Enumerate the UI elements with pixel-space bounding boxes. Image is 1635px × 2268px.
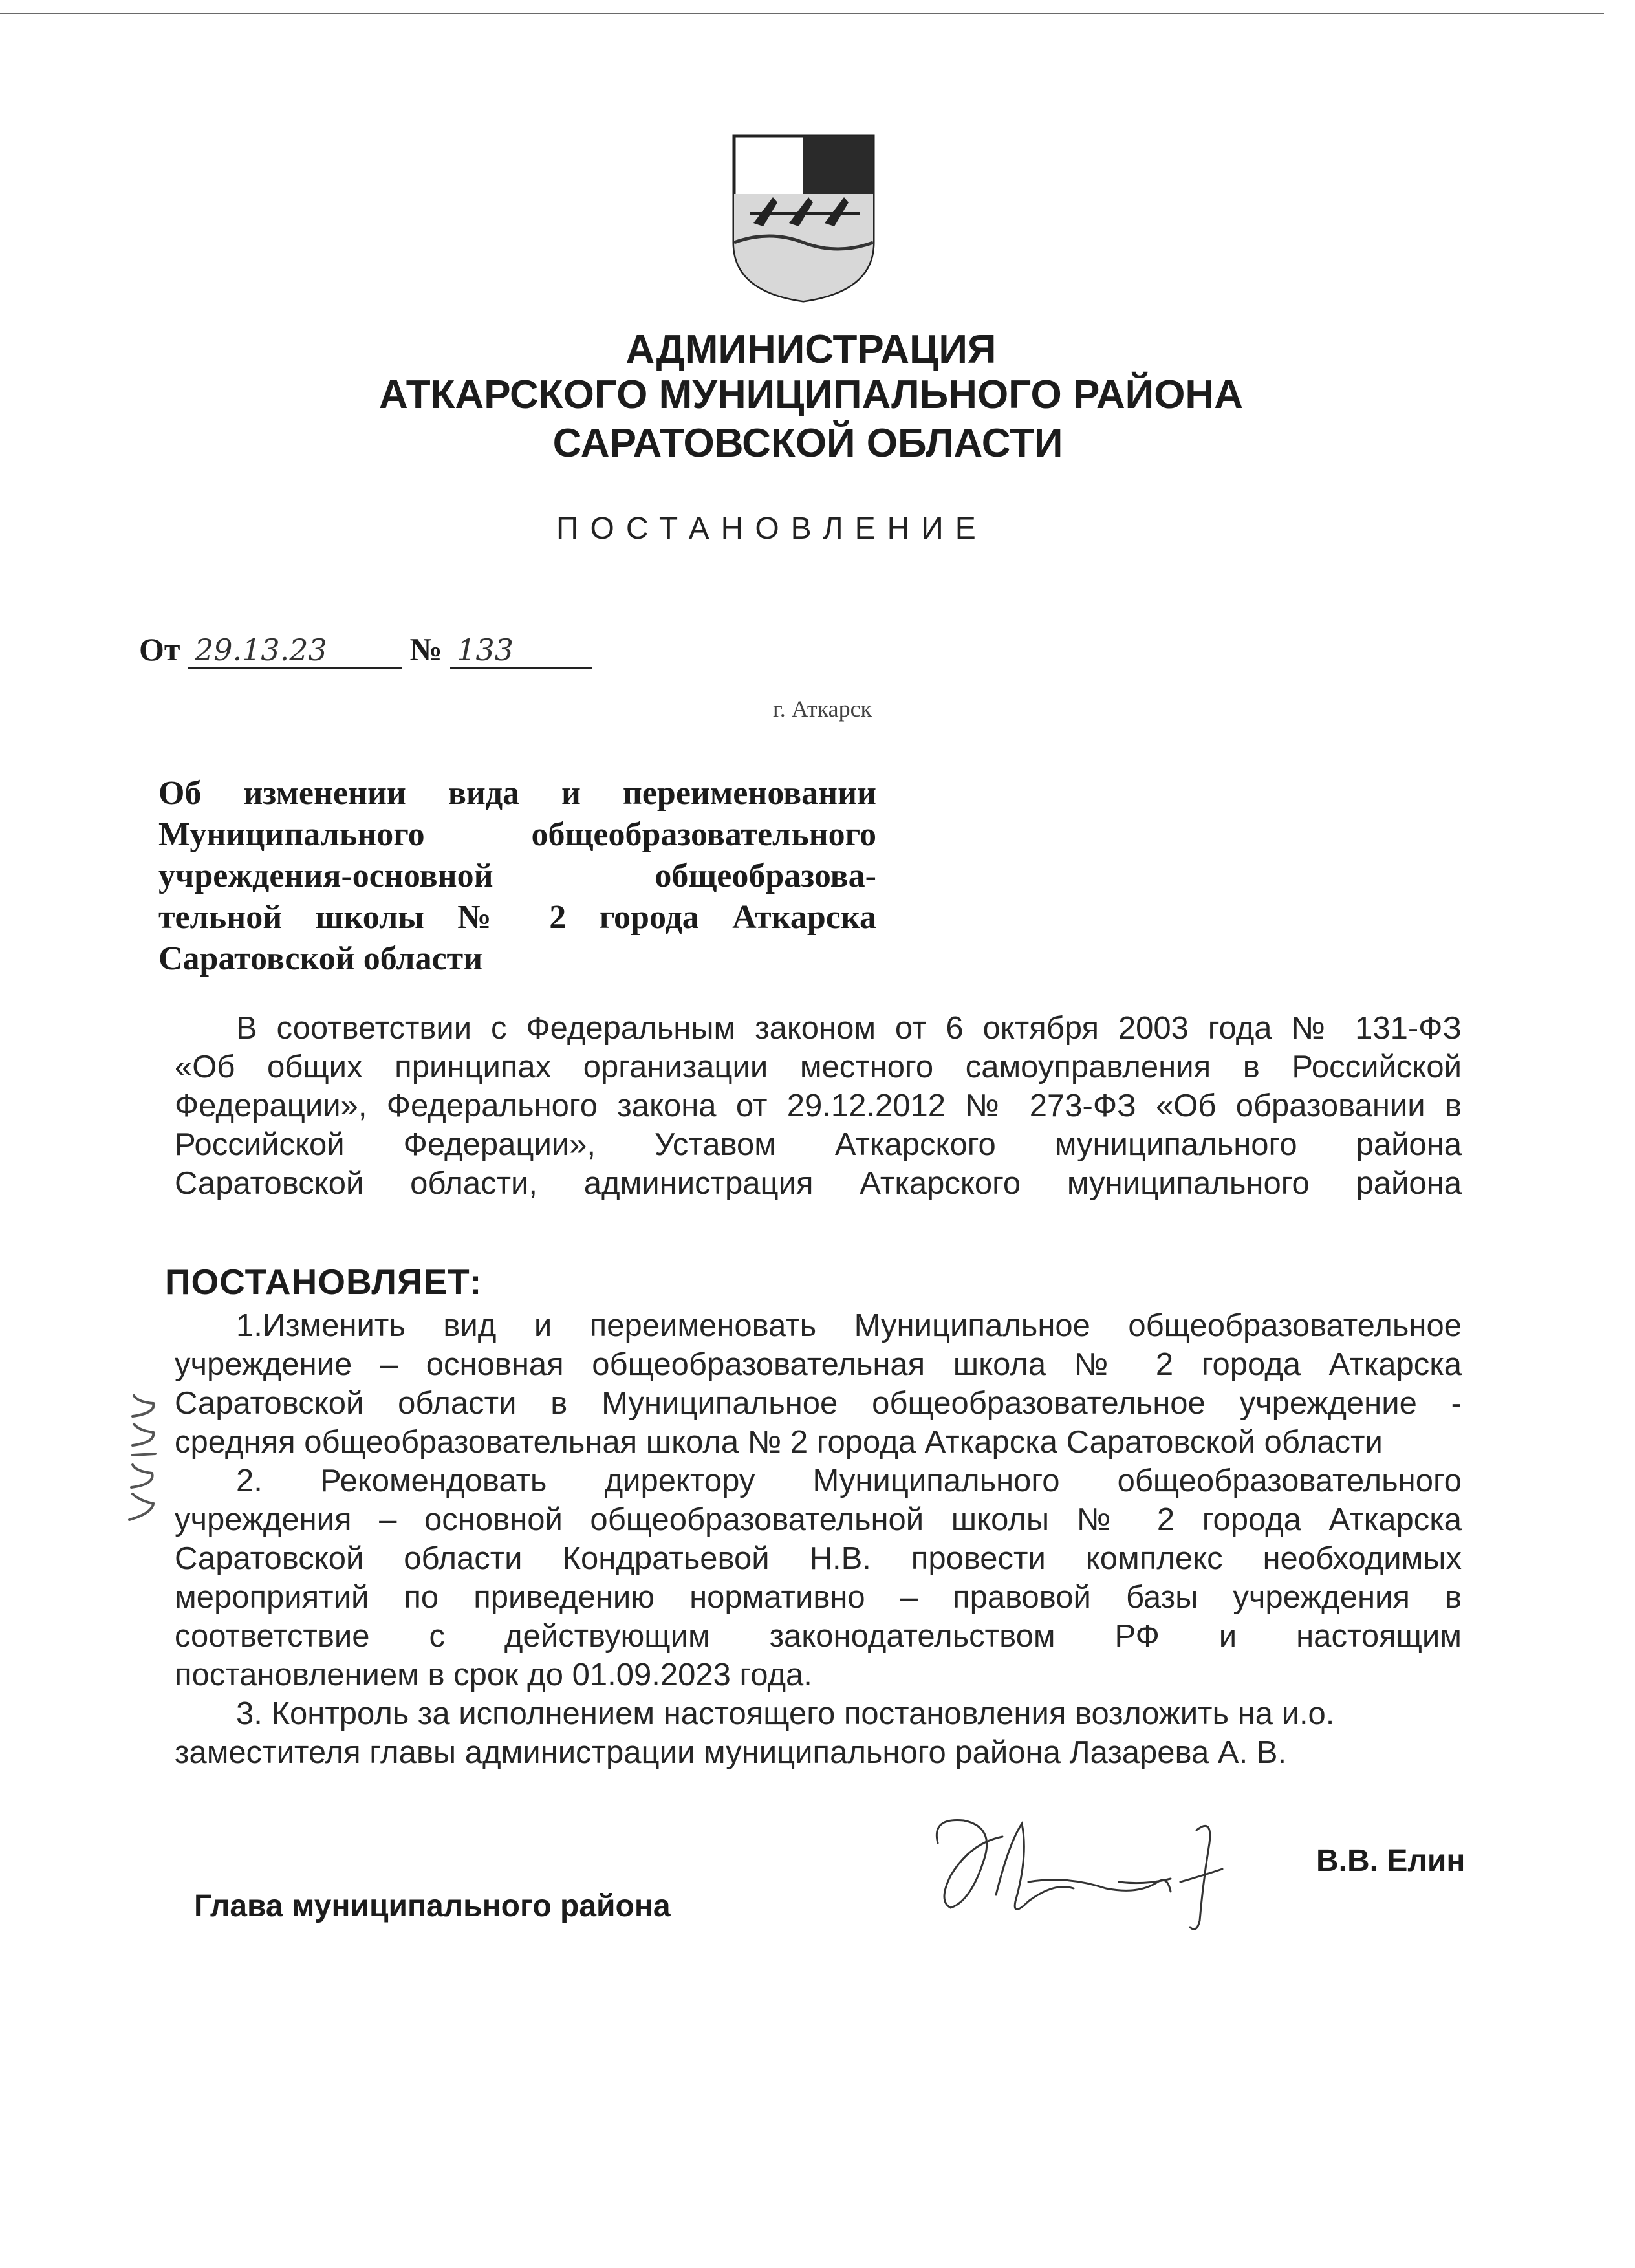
item-line: 3. Контроль за исполнением настоящего постановления возложить на и.о.: [236, 1696, 1335, 1731]
subject-line: Об изменении вида и переименовании: [158, 775, 876, 812]
item-line: Саратовской области Кондратьевой Н.В. провести комплекс необходимых: [175, 1541, 1462, 1576]
date-value: 29.13.23: [188, 632, 402, 669]
subject-line: учреждения-основной общеобразова-: [158, 858, 876, 894]
item-line: средняя общеобразовательная школа № 2 города Аткарска Саратовской области: [175, 1425, 1383, 1460]
preamble-line: Федерации», Федерального закона от 29.12.2012 № 273-ФЗ «Об образовании в: [175, 1088, 1462, 1123]
subject-line: Саратовской области: [158, 940, 483, 977]
item-line: постановлением в срок до 01.09.2023 года.: [175, 1658, 812, 1692]
item-line: соответствие с действующим законодательством РФ и настоящим: [175, 1619, 1462, 1654]
top-border-line: [0, 13, 1604, 14]
subject-line: Муниципального общеобразовательного: [158, 816, 876, 853]
signature-image: [925, 1804, 1287, 1934]
item-line: учреждение – основная общеобразовательная школа № 2 города Аткарска: [175, 1347, 1462, 1382]
preamble-line: Саратовской области, администрация Аткарского муниципального района: [175, 1166, 1462, 1201]
org-title-line3: САРАТОВСКОЙ ОБЛАСТИ: [552, 421, 1063, 466]
handwritten-margin-note: [113, 1390, 171, 1526]
city-label: г. Аткарск: [773, 696, 872, 722]
item-line: мероприятий по приведению нормативно – правовой базы учреждения в: [175, 1580, 1462, 1615]
number-prefix: №: [409, 631, 442, 667]
decides-heading: ПОСТАНОВЛЯЕТ:: [165, 1262, 482, 1302]
preamble-line: Российской Федерации», Уставом Аткарского муниципального района: [175, 1127, 1462, 1162]
date-number-row: [139, 631, 592, 669]
signer-name: В.В. Елин: [1316, 1844, 1466, 1878]
org-title-line2: АТКАРСКОГО МУНИЦИПАЛЬНОГО РАЙОНА: [379, 373, 1243, 417]
item-line: Саратовской области в Муниципальное общеобразовательное учреждение -: [175, 1386, 1462, 1421]
coat-of-arms-icon: [731, 133, 876, 304]
document-subject: [158, 773, 876, 980]
preamble-line: «Об общих принципах организации местного самоуправления в Российской: [175, 1050, 1462, 1085]
date-prefix: От: [139, 631, 180, 667]
subject-line: тельной школы № 2 города Аткарска: [158, 899, 876, 936]
document-type: ПОСТАНОВЛЕНИЕ: [556, 512, 988, 546]
decree-items: [175, 1306, 1462, 1772]
item-line: 1.Изменить вид и переименовать Муниципальное общеобразовательное: [236, 1308, 1462, 1343]
item-line: заместителя главы администрации муниципального района Лазарева А. В.: [175, 1735, 1287, 1770]
item-line: учреждения – основной общеобразовательной школы № 2 города Аткарска: [175, 1502, 1462, 1537]
preamble-line: В соответствии с Федеральным законом от 6 октября 2003 года № 131-ФЗ: [236, 1011, 1462, 1046]
number-value: 133: [450, 632, 592, 669]
signer-title: Глава муниципального района: [194, 1889, 671, 1923]
org-title-line1: АДМИНИСТРАЦИЯ: [625, 327, 997, 372]
preamble-paragraph: [175, 1009, 1462, 1203]
item-line: 2. Рекомендовать директору Муниципального общеобразовательного: [236, 1463, 1462, 1498]
